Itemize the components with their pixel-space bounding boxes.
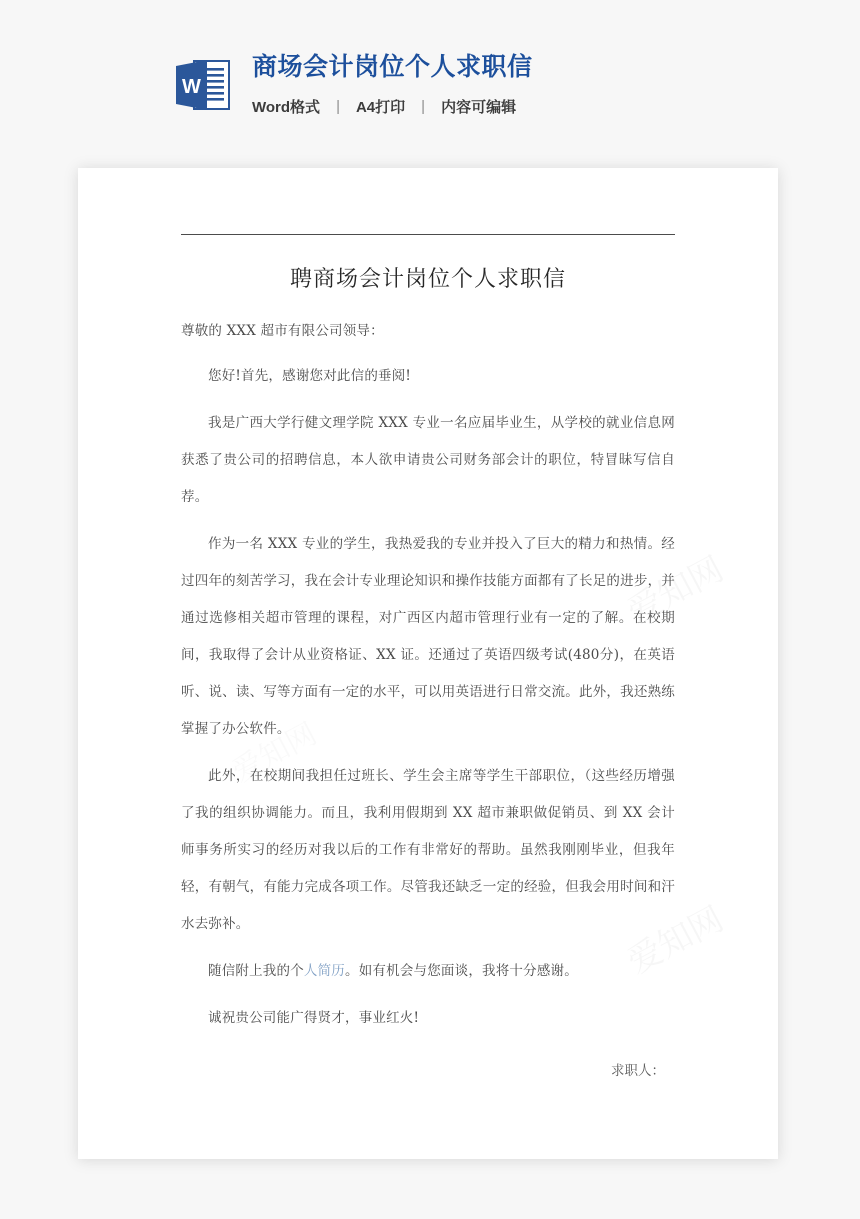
meta-print: A4打印: [355, 99, 406, 116]
paragraph-education: 作为一名 XXX 专业的学生，我热爱我的专业并投入了巨大的精力和热情。经过四年的刻苦学习，我在会计专业理论知识和操作技能方面都有了长足的进步，并通过选修相关超市管理的课程，对广西区内超市管理行业有一定的了解。在校期间，我取得了会计从业资格证、XX 证。还通过了英语四级考试(480分)，在英语听、说、读、写等方面有一定的水平，可以用英语进行日常交流。此外，我还熟练掌握了办公软件。: [181, 536, 675, 737]
header-meta-row: [252, 96, 533, 117]
salutation-line: 尊敬的 XXX 超市有限公司领导：: [181, 323, 384, 339]
svg-text:W: W: [182, 76, 201, 98]
header-text-block: [252, 50, 533, 117]
paragraph-introduction: 我是广西大学行健文理学院 XXX 专业一名应届毕业生，从学校的就业信息网获悉了贵公司的招聘信息，本人欲申请贵公司财务部会计的职位，特冒昧写信自荐。: [181, 415, 675, 505]
resume-line-after: 。如有机会与您面谈，我将十分感谢。: [345, 963, 578, 979]
paragraph-experience: 此外，在校期间我担任过班长、学生会主席等学生干部职位，（这些经历增强了我的组织协调能力。而且，我利用假期到 XX 超市兼职做促销员、到 XX 会计师事务所实习的经历对我以后的工作有非常好的帮助。虽然我刚刚毕业，但我年轻，有朝气，有能力完成各项工作。尽管我还缺乏一定的经验，但我会用时间和汗水去弥补。: [181, 768, 675, 932]
resume-link[interactable]: 人简历: [303, 963, 346, 979]
meta-separator-1: |: [336, 98, 340, 115]
page-header: [0, 0, 860, 168]
paragraph-resume-attached: [181, 953, 675, 990]
document-page-inner: [78, 168, 778, 1159]
meta-format: Word格式: [252, 99, 321, 116]
paragraph-greeting: 您好!首先，感谢您对此信的垂阅!: [208, 368, 412, 384]
document-page: [78, 168, 778, 1159]
meta-separator-2: |: [421, 98, 426, 115]
meta-editable: 内容可编辑: [441, 99, 517, 116]
horizontal-rule: [181, 234, 675, 235]
document-body: [181, 313, 675, 1090]
resume-line-before: 随信附上我的个: [208, 963, 304, 979]
signature-line: 求职人：: [611, 1063, 665, 1079]
page-title: 商场会计岗位个人求职信: [252, 53, 533, 81]
paragraph-closing: 诚祝贵公司能广得贤才，事业红火!: [208, 1010, 420, 1026]
word-document-icon: [174, 58, 232, 114]
document-heading: 聘商场会计岗位个人求职信: [289, 267, 566, 292]
